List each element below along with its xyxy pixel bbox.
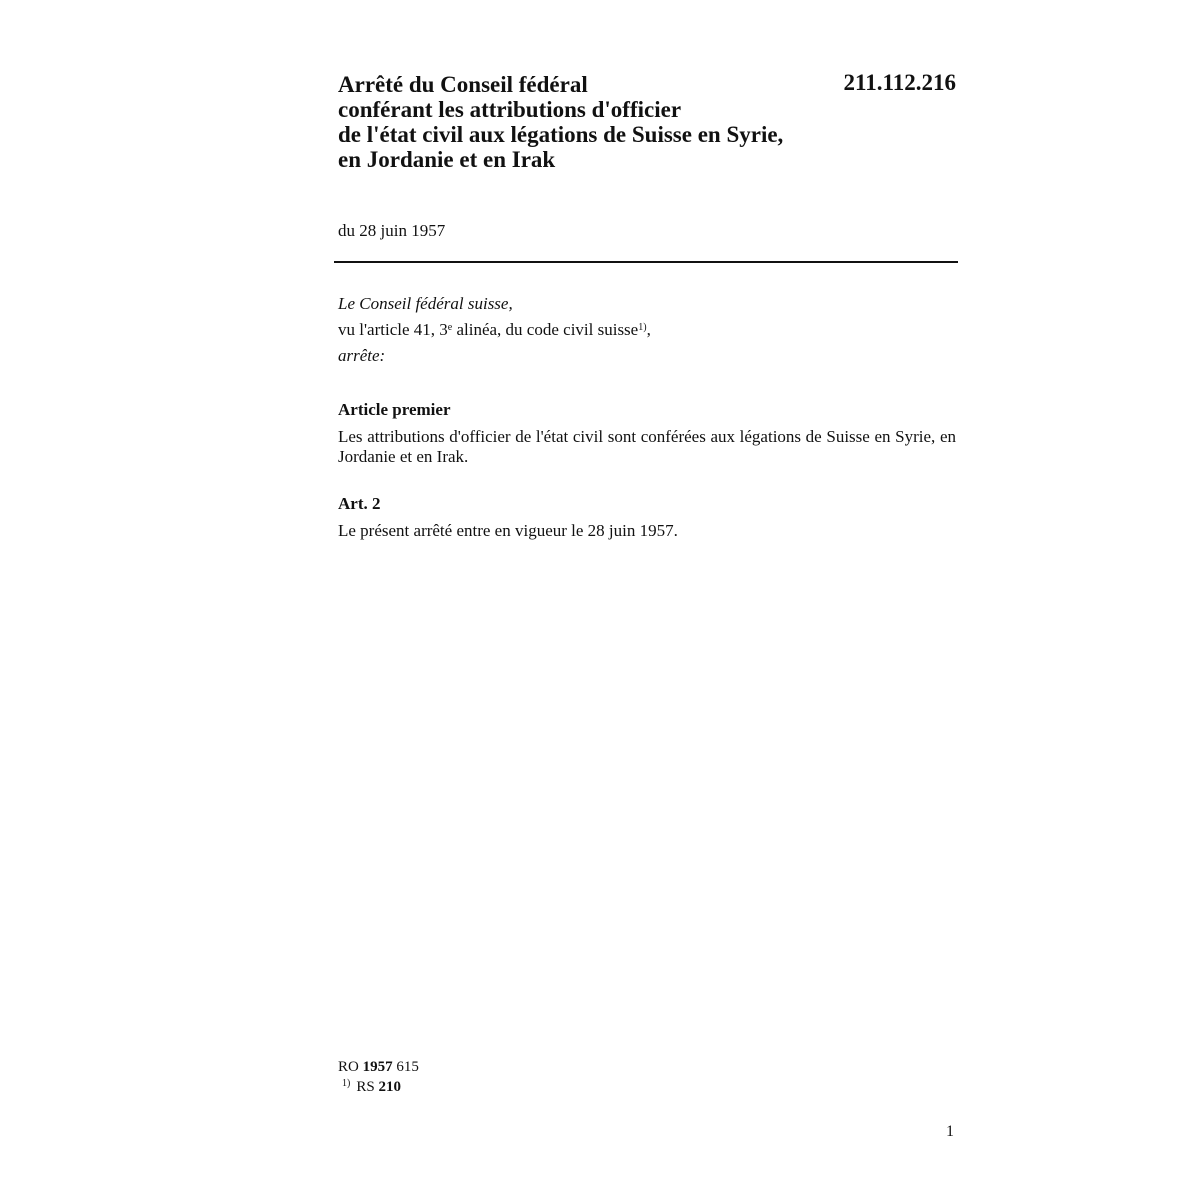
article-heading: Art. 2 — [338, 494, 381, 513]
page-number: 1 — [946, 1123, 954, 1140]
document-title — [338, 72, 858, 172]
preamble-legal-basis — [338, 317, 958, 343]
ro-reference — [338, 1057, 419, 1077]
footnote-reference-1[interactable]: 1) — [638, 322, 647, 333]
title-line-2: conférant les attributions d'officier — [338, 97, 682, 122]
document-date: du 28 juin 1957 — [338, 221, 446, 240]
ro-page: 615 — [392, 1059, 419, 1075]
footnote-1-prefix: RS — [356, 1079, 379, 1095]
legal-basis-middle: alinéa, du code civil suisse — [452, 320, 639, 339]
title-line-3: de l'état civil aux légations de Suisse en Syrie, — [338, 122, 784, 147]
title-line-4: en Jordanie et en Irak — [338, 147, 556, 172]
sr-number: 211.112.216 — [843, 70, 956, 95]
title-line-1: Arrêté du Conseil fédéral — [338, 72, 588, 97]
preamble-decision: arrête: — [338, 346, 386, 365]
article-text: Les attributions d'officier de l'état civil sont conférées aux légations de Suisse en Syrie, en Jordanie et en Irak. — [338, 427, 956, 466]
legal-basis-suffix: , — [646, 320, 651, 339]
article-text: Le présent arrêté entre en vigueur le 28 juin 1957. — [338, 521, 678, 540]
footnotes — [338, 1057, 419, 1097]
legal-basis-prefix: vu l'article 41, 3 — [338, 320, 448, 339]
legal-basis-superscript: e — [447, 322, 453, 333]
horizontal-rule — [334, 261, 958, 263]
preamble-authority: Le Conseil fédéral suisse, — [338, 294, 513, 313]
ro-prefix: RO — [338, 1059, 363, 1075]
preamble — [338, 291, 958, 369]
footnote-1 — [338, 1077, 419, 1097]
article-2 — [338, 494, 956, 541]
article-heading: Article premier — [338, 400, 451, 419]
ro-year: 1957 — [362, 1059, 393, 1075]
footnote-1-number: 210 — [378, 1079, 401, 1095]
article-1 — [338, 400, 956, 467]
footnote-1-marker: 1) — [342, 1078, 351, 1089]
